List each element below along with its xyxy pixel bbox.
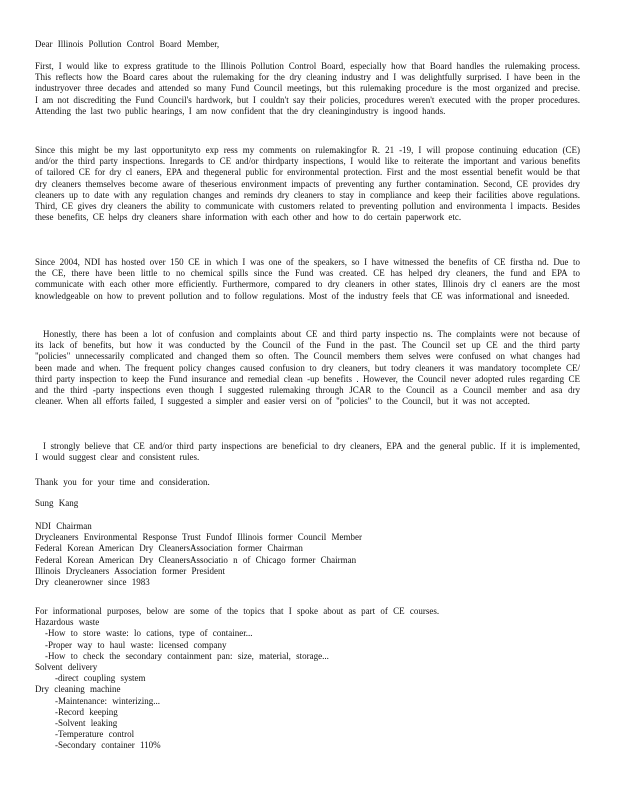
topic-section-title: Dry cleaning machine [35, 684, 121, 695]
topics-intro: For informational purposes, below are some of the topics that I spoke about as part of CE courses. [35, 606, 440, 616]
signature-line: Dry cleanerowner since 1983 [35, 577, 150, 588]
closing-line: Thank you for your time and consideration. [35, 477, 210, 487]
signature-line: Drycleaners Environmental Response Trust Fundof Illinois former Council Member [35, 532, 362, 543]
signature-line: NDI Chairman [35, 521, 92, 531]
paragraph-ndi-history: Since 2004, NDI has hosted over 150 CE in which I was one of the speakers, so I have witnessed the benefits of CE firstha nd. Due to the CE, there have been little to no chemical spills since the Fund was created. CE has helped dry cleaners, the fund and EPA to communicate with each other more efficiently. Furthermore, compared to dry cleaners in other states, Illinois dry cl eaners are the most knowledgeable on how to prevent pollution and to follow regulations. Most of the industry feels that CE was informational and isneeded. [35, 257, 580, 301]
topic-item: -How to store waste: lo cations, type of container... [45, 628, 253, 639]
topic-item: -How to check the secondary containment pan: size, material, storage... [45, 650, 329, 661]
paragraph-gratitude: First, I would like to express gratitude to the Illinois Pollution Control Board, especially how that Board handles the rulemaking process. This reflects how the Board cares about the rulemaking for the dry cleaning industry and I was delightfully surprised. I have been in the industryover three decades and attended so many Fund Council meetings, but this rulemaking procedure is the most organized and precise. I am not discrediting the Fund Council's hardwork, but I couldn't say their policies, procedures weren't executed with the proper procedures. Attending the last two public hearings, I am now confident that the dry cleaningindustry is ingood hands. [35, 61, 580, 116]
paragraph-confusion: Honestly, there has been a lot of confusion and complaints about CE and third party inspectio ns. The complaints were not because of its lack of benefits, but how it was conducted by the Council of the Fund in the past. The Council set up CE and the third party "policies" unnecessarily complicated and changed them so often. The Council members them selves were confused on what changes had been made and when. The frequent policy changes caused confusion to dry cleaners, but todry cleaners it was mandatory tocomplete CE/ third party inspection to keep the Fund insurance and remedial clean -up benefits . However, the Council never adopted rules regarding CE and the third -party inspections even though I suggested rulemaking through JCAR to the Council as a Council member and asa dry cleaner. When all efforts failed, I suggested a simpler and easier versi on of "policies" to the Council, but it was not accepted. [35, 329, 580, 407]
topic-item: -Secondary container 110% [55, 740, 161, 751]
signer-name: Sung Kang [35, 498, 79, 508]
paragraph-ce-proposal: Since this might be my last opportunityto exp ress my comments on rulemakingfor R. 21 -19, I will propose continuing education (CE) and/or the third party inspections. Inregards to CE and/or thirdparty inspections, I would like to reiterate the important and various benefits of tailored CE for dry cl eaners, EPA and thegeneral public for environmental protection. First and the most essential benefit would be that dry cleaners themselves become aware of theserious environment impacts of preventing any further contamination. Second, CE provides dry cleaners up to date with any regulation changes and reminds dry cleaners to stay in compliance and keep their facilities above regulations. Third, CE gives dry cleaners the ability to communicate with customers related to preventing pollution and environmenta l impacts. Besides these benefits, CE helps dry cleaners share information with each other and how to do certain paperwork etc. [35, 145, 580, 223]
topic-section-title: Hazardous waste [35, 617, 100, 628]
topic-item: -Temperature control [55, 729, 135, 740]
signature-block [35, 521, 362, 588]
signature-line: Federal Korean American Dry CleanersAssociation former Chairman [35, 543, 303, 554]
paragraph-recommendation: I strongly believe that CE and/or third party inspections are beneficial to dry cleaners, EPA and the general public. If it is implemented, I would suggest clear and consistent rules. [35, 441, 580, 463]
topic-item: -direct coupling system [55, 673, 146, 684]
topic-section-title: Solvent delivery [35, 662, 98, 673]
topic-item: -Solvent leaking [55, 718, 118, 729]
signature-line: Federal Korean American Dry CleanersAssociatio n of Chicago former Chairman [35, 554, 357, 565]
ce-topics-list [35, 606, 439, 752]
topic-item: -Proper way to haul waste: licensed company [45, 639, 227, 650]
topic-item: -Maintenance: winterizing... [55, 695, 160, 706]
salutation: Dear Illinois Pollution Control Board Member, [35, 39, 220, 49]
signature-line: Illinois Drycleaners Association former President [35, 565, 225, 576]
topic-item: -Record keeping [55, 706, 118, 717]
